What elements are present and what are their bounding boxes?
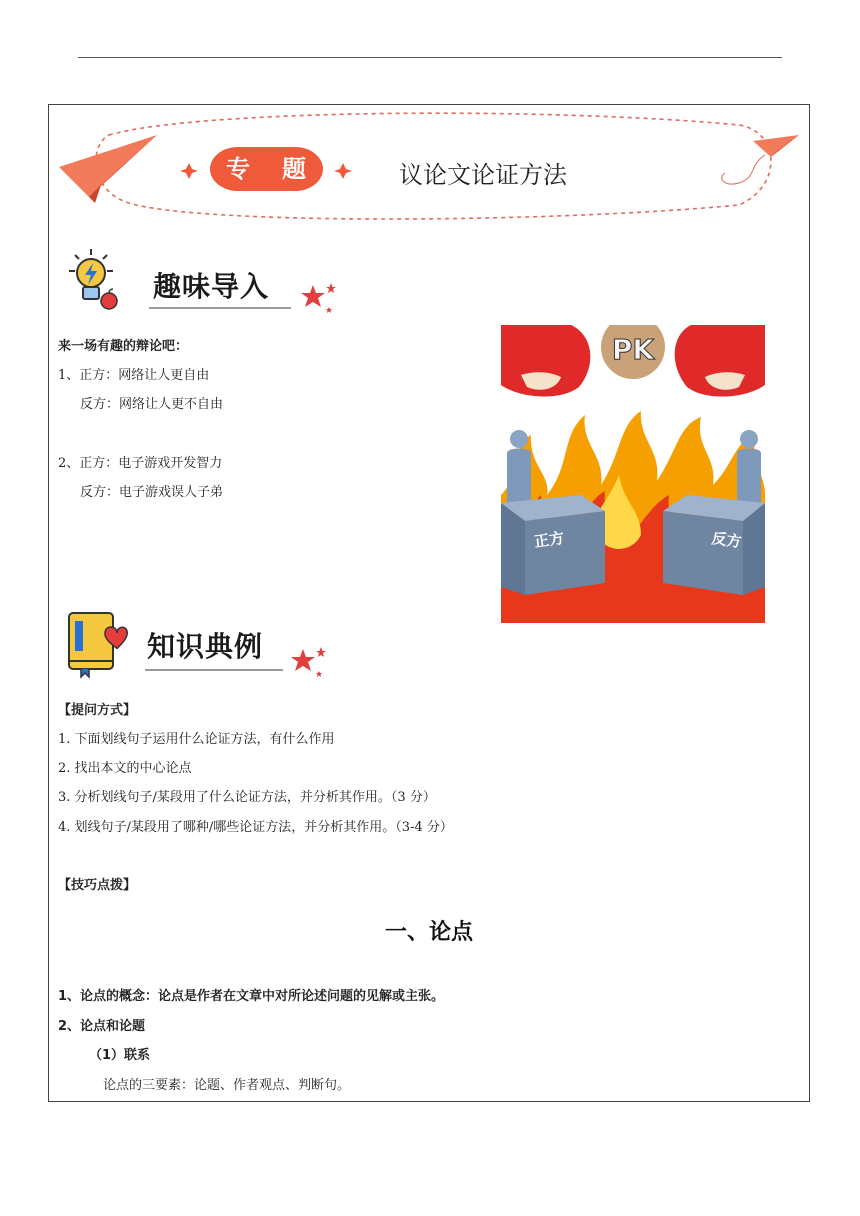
- question-heading: 【提问方式】: [58, 703, 137, 718]
- paper-plane-right-icon: [753, 135, 799, 157]
- lightbulb-icon: [61, 245, 121, 313]
- point-2: 2、论点和论题: [58, 1019, 146, 1034]
- debate-illustration: [501, 325, 765, 623]
- paper-plane-left-icon: [59, 135, 157, 203]
- debate-2-pro: 2、正方：电子游戏开发智力: [58, 456, 223, 471]
- question-2: 2. 找出本文的中心论点: [58, 761, 192, 776]
- knowledge-title-underline: [145, 669, 283, 671]
- intro-title: 趣味导入: [153, 270, 270, 303]
- con-label: 反方: [710, 529, 743, 552]
- topic-banner: [49, 105, 809, 225]
- knowledge-title: 知识典例: [147, 630, 264, 663]
- figure-left-icon: [507, 430, 531, 505]
- intro-lead: 来一场有趣的辩论吧：: [58, 339, 189, 354]
- sub-point-1: （1）联系: [89, 1048, 151, 1063]
- book-heart-icon: [65, 611, 129, 679]
- sub-point-1-text: 论点的三要素：论题、作者观点、判断句。: [103, 1078, 351, 1093]
- pro-label: 正方: [533, 528, 566, 551]
- topic-title: 议论文论证方法: [399, 161, 567, 189]
- debate-1-pro: 1、正方：网络让人更自由: [58, 368, 210, 383]
- figure-right-icon: [737, 430, 761, 505]
- star-decoration-icon: [289, 643, 339, 683]
- badge-char-2: 题: [282, 155, 306, 183]
- question-4: 4. 划线句子/某段用了哪种/哪些论证方法，并分析其作用。（3-4 分）: [58, 820, 453, 835]
- badge-char-1: 专: [226, 155, 250, 183]
- tips-heading: 【技巧点拨】: [58, 878, 137, 893]
- knowledge-section-header: [65, 609, 355, 679]
- intro-title-underline: [149, 307, 291, 309]
- section-heading-thesis: 一、论点: [385, 920, 474, 945]
- debate-2-con: 反方：电子游戏误人子弟: [80, 485, 224, 500]
- point-1: 1、论点的概念：论点是作者在文章中对所论述问题的见解或主张。: [58, 989, 445, 1004]
- fist-left-icon: [501, 325, 590, 397]
- sparkle-left-icon: [180, 163, 198, 179]
- topic-badge: [213, 149, 323, 189]
- star-decoration-icon: [299, 279, 349, 319]
- sparkle-right-icon: [334, 163, 352, 179]
- question-1: 1. 下面划线句子运用什么论证方法，有什么作用: [58, 732, 335, 747]
- debate-1-con: 反方：网络让人更不自由: [80, 397, 224, 412]
- pk-label: PK: [611, 333, 655, 366]
- question-3: 3. 分析划线句子/某段用了什么论证方法，并分析其作用。（3 分）: [58, 790, 436, 805]
- fist-right-icon: [675, 325, 765, 397]
- header-rule: [78, 57, 782, 58]
- content-frame: [48, 104, 810, 1102]
- intro-section-header: [61, 245, 351, 315]
